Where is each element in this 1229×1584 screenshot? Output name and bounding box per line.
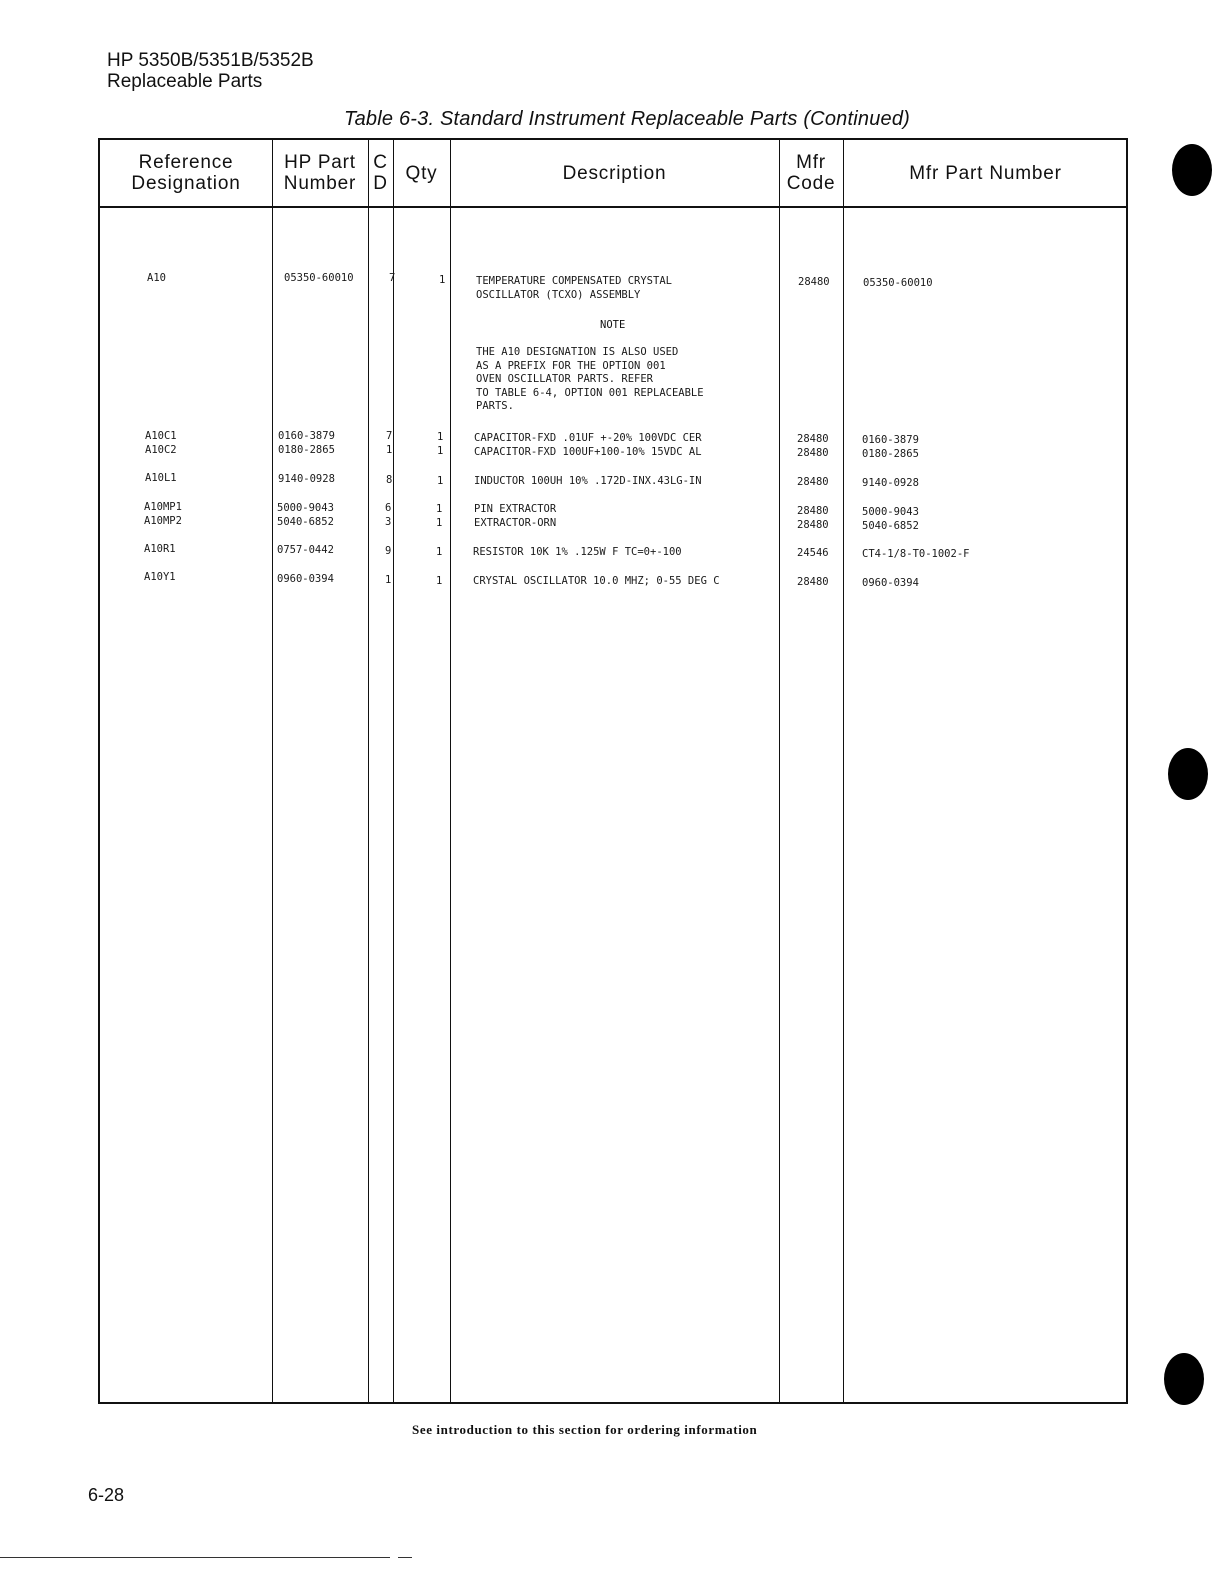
mfr-code: 28480 28480 — [797, 505, 829, 531]
binder-hole — [1168, 748, 1208, 800]
check-digit: 7 — [389, 272, 396, 284]
col-header-qty: Qty — [405, 162, 438, 184]
ref-designation: A10C1 A10C2 — [145, 430, 177, 456]
description: PIN EXTRACTOR EXTRACTOR-ORN — [474, 503, 557, 529]
mfr-code: 28480 — [797, 576, 829, 588]
mfr-code: 28480 — [797, 476, 829, 488]
hp-part-number: 0757-0442 — [277, 544, 334, 556]
quantity: 1 1 — [437, 431, 444, 457]
mfr-part-number: 5000-9043 5040-6852 — [862, 506, 919, 532]
description: INDUCTOR 100UH 10% .172D-INX.43LG-IN — [474, 475, 702, 487]
check-digit: 7 1 — [386, 430, 393, 456]
hp-part-number: 0960-0394 — [277, 573, 334, 585]
mfr-code: 28480 — [798, 276, 830, 288]
quantity: 1 1 — [436, 503, 443, 529]
bottom-rule — [0, 1557, 390, 1558]
hp-part-number: 0160-3879 0180-2865 — [278, 430, 335, 456]
table-title: Table 6-3. Standard Instrument Replaceable Parts (Continued) — [344, 108, 911, 130]
description: TEMPERATURE COMPENSATED CRYSTAL OSCILLATOR (TCXO) ASSEMBLY — [476, 275, 672, 301]
mfr-code: 24546 — [797, 547, 829, 559]
column-divider — [843, 140, 844, 1402]
hp-part-number: 05350-60010 — [284, 272, 354, 284]
note-text: THE A10 DESIGNATION IS ALSO USED AS A PREFIX FOR THE OPTION 001 OVEN OSCILLATOR PARTS. REFER TO TABLE 6-4, OPTION 001 REPLACEABLE PARTS. — [476, 346, 704, 412]
quantity: 1 — [439, 274, 446, 286]
bottom-rule — [398, 1557, 412, 1558]
binder-hole — [1172, 144, 1212, 196]
quantity: 1 — [436, 546, 443, 558]
col-header-cd: C D — [373, 152, 388, 194]
ref-designation: A10R1 — [144, 543, 176, 555]
mfr-code: 28480 28480 — [797, 433, 829, 459]
column-divider — [368, 140, 369, 1402]
col-header-mfr-code: Mfr Code — [786, 152, 836, 194]
check-digit: 1 — [385, 574, 392, 586]
mfr-part-number: 0960-0394 — [862, 577, 919, 589]
ref-designation: A10 — [147, 272, 166, 284]
page-number: 6-28 — [88, 1485, 125, 1505]
column-divider — [779, 140, 780, 1402]
col-header-mfr-part: Mfr Part Number — [909, 162, 1062, 184]
manual-model-title: HP 5350B/5351B/5352B — [107, 50, 314, 71]
description: RESISTOR 10K 1% .125W F TC=0+-100 — [473, 546, 682, 558]
ordering-info-note: See introduction to this section for ordering information — [412, 1422, 758, 1437]
col-header-description: Description — [562, 162, 667, 184]
column-divider — [393, 140, 394, 1402]
ref-designation: A10L1 — [145, 472, 177, 484]
description: CRYSTAL OSCILLATOR 10.0 MHZ; 0-55 DEG C — [473, 575, 720, 587]
ref-designation: A10MP1 A10MP2 — [144, 501, 182, 527]
col-header-reference: Reference Designation — [131, 152, 241, 194]
mfr-part-number: 9140-0928 — [862, 477, 919, 489]
ref-designation: A10Y1 — [144, 571, 176, 583]
check-digit: 8 — [386, 474, 393, 486]
column-divider — [272, 140, 273, 1402]
col-header-hp-part: HP Part Number — [283, 152, 357, 194]
hp-part-number: 9140-0928 — [278, 473, 335, 485]
header-divider — [100, 206, 1126, 208]
note-heading: NOTE — [600, 319, 626, 331]
check-digit: 6 3 — [385, 502, 392, 528]
manual-section-title: Replaceable Parts — [107, 71, 263, 92]
quantity: 1 — [437, 475, 444, 487]
hp-part-number: 5000-9043 5040-6852 — [277, 502, 334, 528]
mfr-part-number: CT4-1/8-T0-1002-F — [862, 548, 970, 560]
binder-hole — [1164, 1353, 1204, 1405]
mfr-part-number: 0160-3879 0180-2865 — [862, 434, 919, 460]
mfr-part-number: 05350-60010 — [863, 277, 933, 289]
column-divider — [450, 140, 451, 1402]
check-digit: 9 — [385, 545, 392, 557]
description: CAPACITOR-FXD .01UF +-20% 100VDC CER CAPACITOR-FXD 100UF+100-10% 15VDC AL — [474, 432, 702, 458]
quantity: 1 — [436, 575, 443, 587]
